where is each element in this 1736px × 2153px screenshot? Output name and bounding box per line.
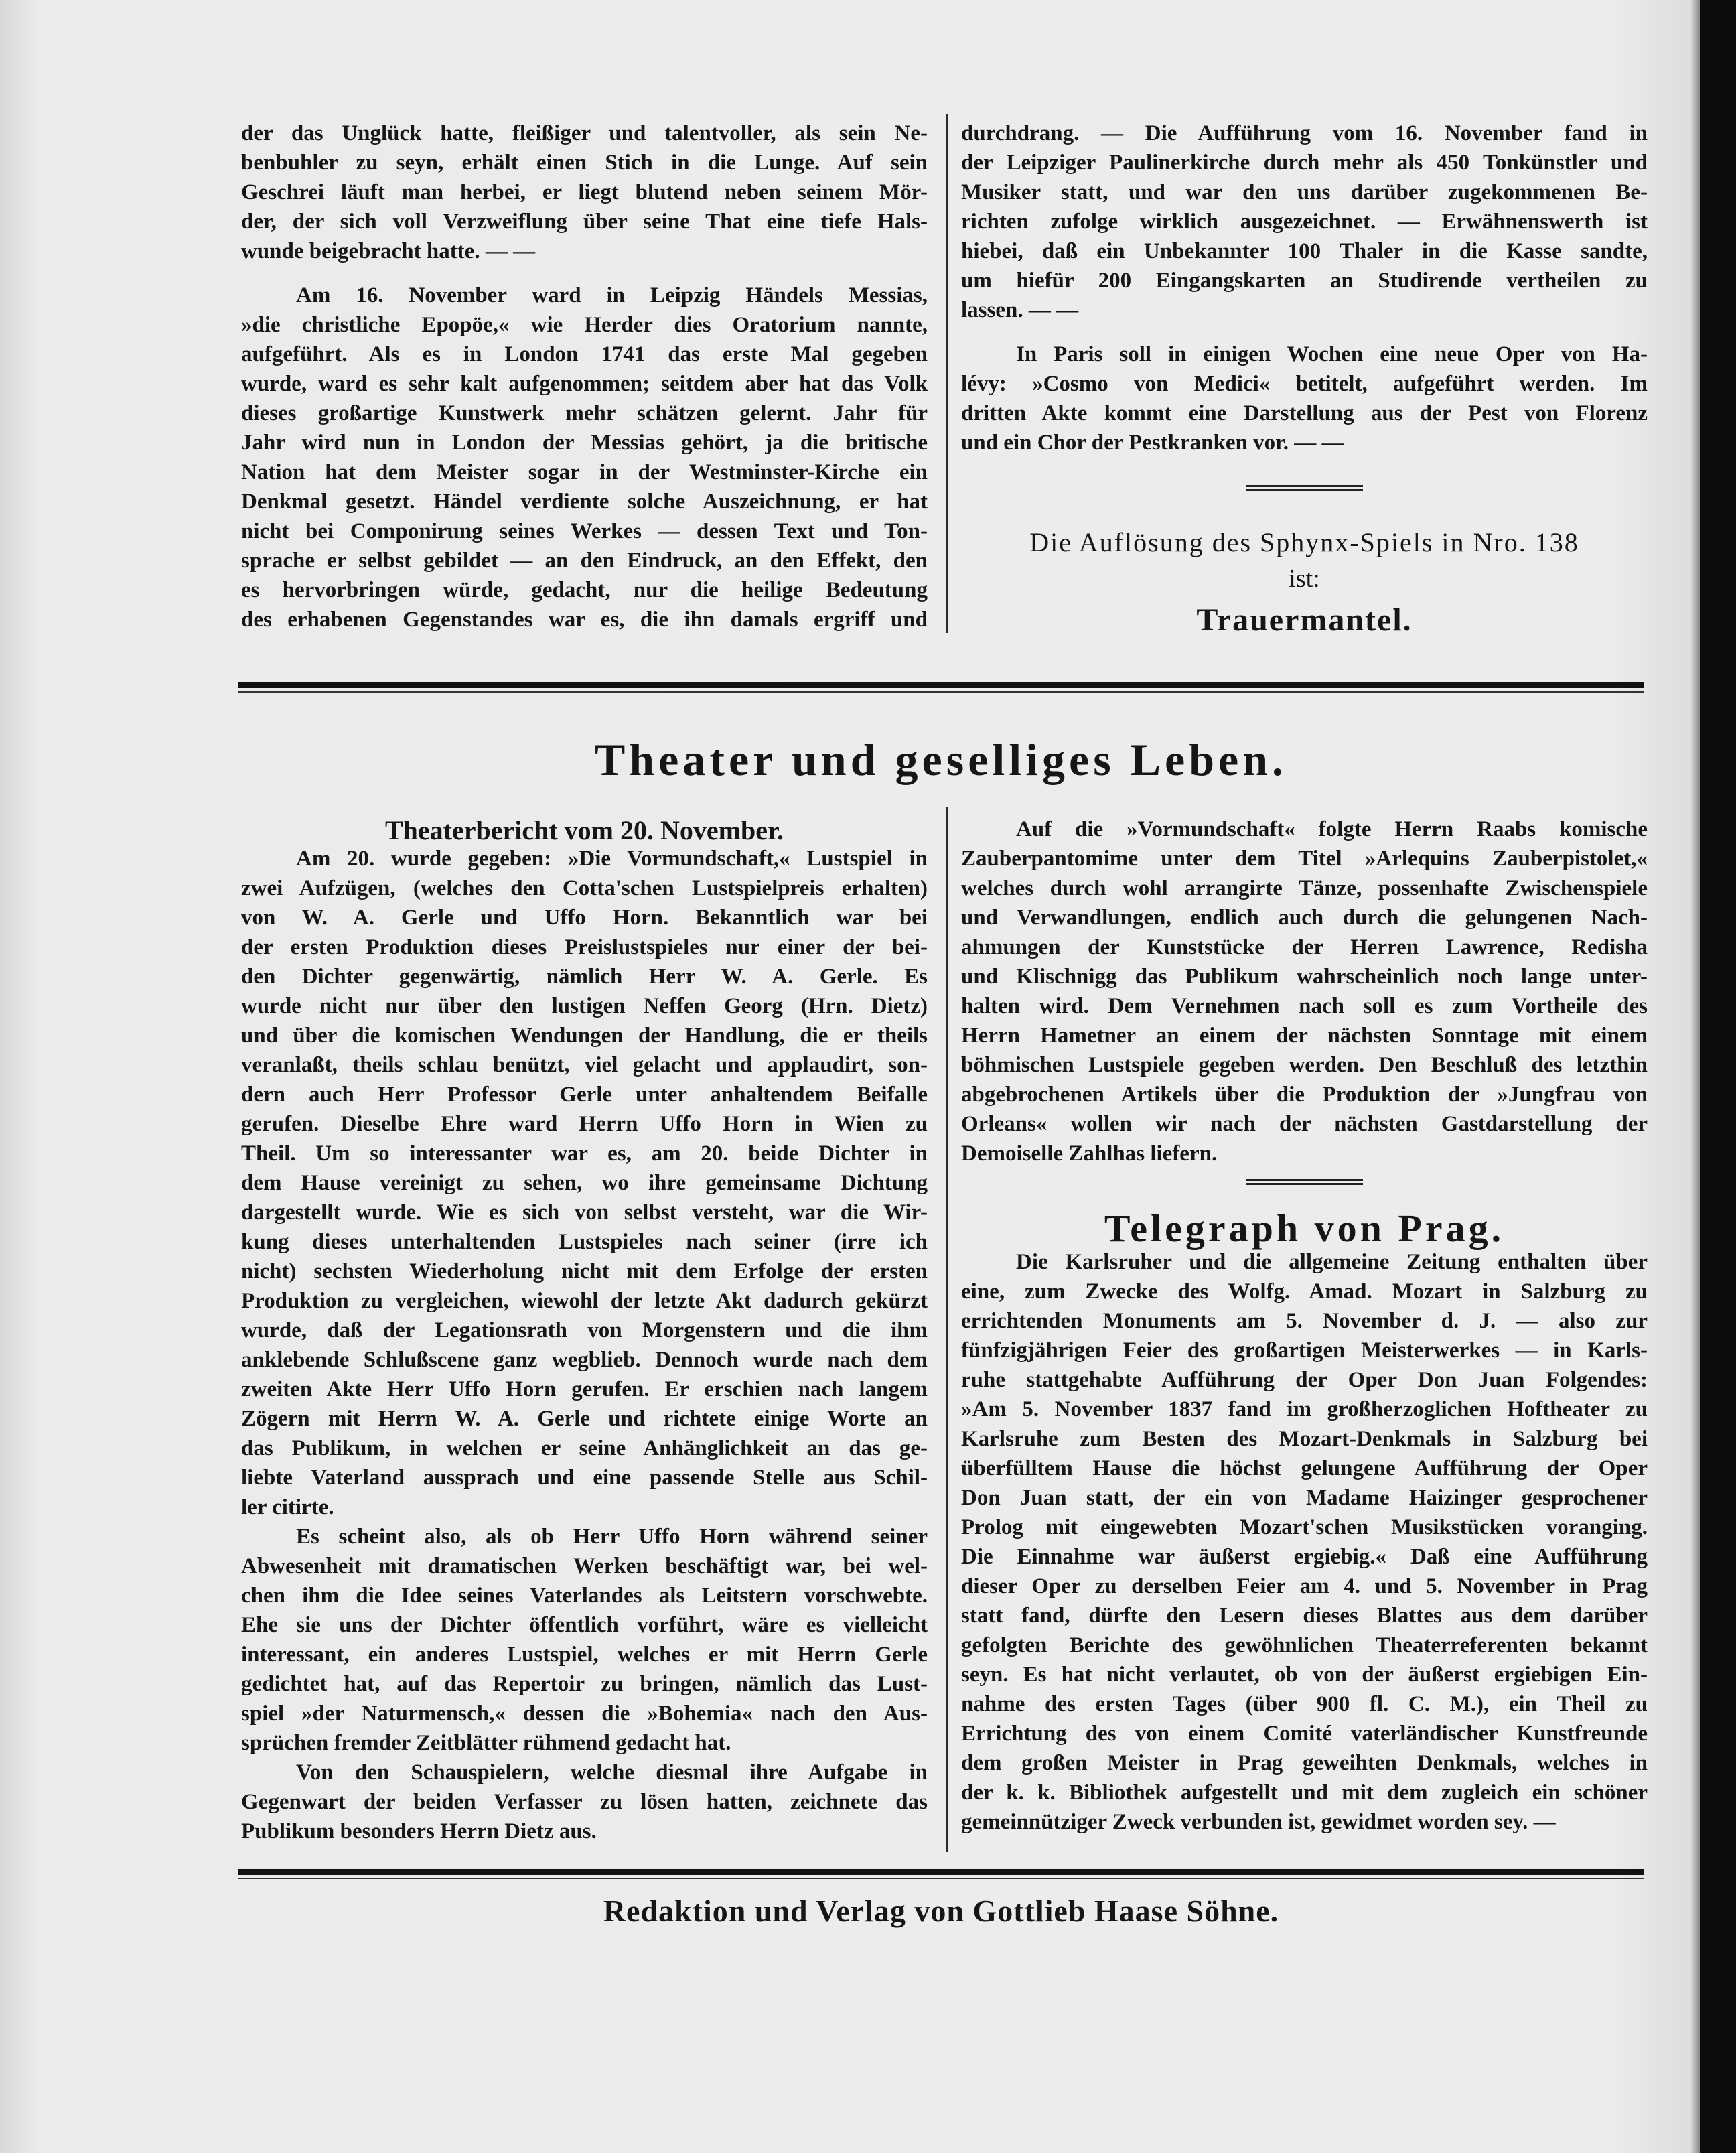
telegraph-separator-rule bbox=[1246, 1179, 1363, 1185]
text-line: Am 20. wurde gegeben: »Die Vormundschaft,« Lustspiel in bbox=[296, 847, 928, 871]
paragraph bbox=[241, 844, 928, 1522]
text-line: dargestellt wurde. Wie es sich von selbst versteht, war die Wir- bbox=[241, 1200, 928, 1225]
text-line: dem großen Meister in Prag geweihten Denkmals, welches in bbox=[961, 1751, 1648, 1775]
footer-divider-thin bbox=[238, 1878, 1644, 1879]
text-line: Die Einnahme war äußerst ergiebig.« Daß eine Aufführung bbox=[961, 1545, 1648, 1569]
text-line: ler citirte. bbox=[241, 1495, 334, 1519]
text-line: das Publikum, in welchen er seine Anhänglichkeit an das ge- bbox=[241, 1436, 928, 1460]
theater-report-article bbox=[241, 844, 928, 1846]
text-line: interessant, ein anderes Lustspiel, welches er mit Herrn Gerle bbox=[241, 1643, 928, 1667]
text-line: ahmungen der Kunststücke der Herren Lawrence, Redisha bbox=[961, 935, 1648, 959]
paragraph-gap bbox=[961, 325, 1648, 340]
text-line: Errichtung des von einem Comité vaterländischer Kunstfreunde bbox=[961, 1722, 1648, 1746]
paragraph bbox=[241, 1522, 928, 1758]
text-line: richten zufolge wirklich ausgezeichnet. — Erwähnenswerth ist bbox=[961, 210, 1648, 234]
text-line: In Paris soll in einigen Wochen eine neue Oper von Ha- bbox=[1016, 342, 1648, 366]
text-line: seyn. Es hat nicht verlautet, ob von der äußerst ergiebigen Ein- bbox=[961, 1663, 1648, 1687]
text-line: der k. k. Bibliothek aufgestellt und mit dem zugleich ein schöner bbox=[961, 1781, 1648, 1805]
text-line: Zögern mit Herrn W. A. Gerle und richtete einige Worte an bbox=[241, 1407, 928, 1431]
text-line: Jahr wird nun in London der Messias gehört, ja die britische bbox=[241, 431, 928, 455]
text-line: dern auch Herr Professor Gerle unter anhaltendem Beifalle bbox=[241, 1083, 928, 1107]
text-line: eine, zum Zwecke des Wolfg. Amad. Mozart in Salzburg zu bbox=[961, 1279, 1648, 1304]
text-line: den Dichter gegenwärtig, nämlich Herr W. A. Gerle. Es bbox=[241, 965, 928, 989]
text-line: lassen. — — bbox=[961, 298, 1079, 322]
text-line: überfülltem Hause die höchst gelungene Aufführung der Oper bbox=[961, 1456, 1648, 1480]
text-line: dem Hause vereinigt zu sehen, wo ihre gemeinsame Dichtung bbox=[241, 1171, 928, 1195]
text-line: wurde nicht nur über den lustigen Neffen Georg (Hrn. Dietz) bbox=[241, 994, 928, 1018]
text-line: nicht) sechsten Wiederholung nicht mit dem Erfolge der ersten bbox=[241, 1259, 928, 1283]
text-line: wunde beigebracht hatte. — — bbox=[241, 239, 536, 263]
section-heading: Theater und geselliges Leben. bbox=[594, 734, 1288, 785]
text-line: gemeinnütziger Zweck verbunden ist, gewidmet worden sey. — bbox=[961, 1810, 1556, 1834]
text-line: dieser Oper zu derselben Feier am 4. und 5. November in Prag bbox=[961, 1574, 1648, 1598]
text-line: liebte Vaterland aussprach und eine passende Stelle aus Schil- bbox=[241, 1466, 928, 1490]
theater-report-heading: Theaterbericht vom 20. November. bbox=[384, 815, 784, 845]
text-line: und über die komischen Wendungen der Handlung, die er theils bbox=[241, 1024, 928, 1048]
text-line: durchdrang. — Die Aufführung vom 16. November fand in bbox=[961, 121, 1648, 145]
paragraph bbox=[961, 1247, 1648, 1837]
section-divider-thin bbox=[238, 691, 1644, 693]
puzzle-solution-answer: Trauermantel. bbox=[1196, 602, 1413, 638]
text-line: zweiten Akte Herr Uffo Horn gerufen. Er erschien nach langem bbox=[241, 1377, 928, 1401]
text-line: spiel »der Naturmensch,« dessen die »Bohemia« nach den Aus- bbox=[241, 1701, 928, 1726]
scan-edge-shadow bbox=[1690, 0, 1700, 2153]
paragraph bbox=[241, 119, 928, 266]
text-line: Nation hat dem Meister sogar in der Westminster-Kirche ein bbox=[241, 460, 928, 484]
text-line: halten wird. Dem Vernehmen nach soll es zum Vortheile des bbox=[961, 994, 1648, 1018]
text-line: lévy: »Cosmo von Medici« betitelt, aufgeführt werden. Im bbox=[961, 372, 1648, 396]
text-line: zwei Aufzügen, (welches den Cotta'schen Lustspielpreis erhalten) bbox=[241, 876, 928, 900]
paragraph bbox=[961, 340, 1648, 458]
paragraph bbox=[241, 281, 928, 634]
text-line: Musiker statt, und war den uns darüber zugekommenen Be- bbox=[961, 180, 1648, 204]
article-top-left bbox=[241, 119, 928, 634]
section-divider-thick bbox=[238, 682, 1644, 688]
text-line: Denkmal gesetzt. Händel verdiente solche Auszeichnung, er hat bbox=[241, 490, 928, 514]
text-line: aufgeführt. Als es in London 1741 das erste Mal gegeben bbox=[241, 342, 928, 366]
text-line: nicht bei Componirung seines Werkes — dessen Text und Ton- bbox=[241, 519, 928, 543]
vormundschaft-article bbox=[961, 815, 1648, 1168]
paragraph-gap bbox=[241, 266, 928, 281]
text-line: Orleans« wollen wir nach der nächsten Gastdarstellung der bbox=[961, 1112, 1648, 1136]
text-line: Zauberpantomime unter dem Titel »Arlequins Zauberpistolet,« bbox=[961, 847, 1648, 871]
text-line: Produktion zu vergleichen, wiewohl der letzte Akt dadurch gekürzt bbox=[241, 1289, 928, 1313]
telegraph-article bbox=[961, 1247, 1648, 1837]
text-line: der, der sich voll Verzweiflung über seine That eine tiefe Hals- bbox=[241, 210, 928, 234]
scan-edge-border bbox=[1700, 0, 1736, 2153]
text-line: um hiefür 200 Eingangskarten an Studirende vertheilen zu bbox=[961, 269, 1648, 293]
text-line: des erhabenen Gegenstandes war es, die ihn damals ergriff und bbox=[241, 608, 928, 632]
section-separator-rule bbox=[1246, 485, 1363, 491]
text-line: Demoiselle Zahlhas liefern. bbox=[961, 1141, 1218, 1166]
text-line: Auf die »Vormundschaft« folgte Herrn Raabs komische bbox=[1016, 817, 1648, 841]
text-line: der das Unglück hatte, fleißiger und talentvoller, als sein Ne- bbox=[241, 121, 928, 145]
text-line: errichtenden Monuments am 5. November d. J. — also zur bbox=[961, 1309, 1648, 1333]
text-line: böhmischen Lustspiele gegeben werden. Den Beschluß des letzthin bbox=[961, 1053, 1648, 1077]
puzzle-solution-is: ist: bbox=[1289, 565, 1320, 593]
text-line: kung dieses unterhaltenden Lustspieles nach seiner (irre ich bbox=[241, 1230, 928, 1254]
text-line: es hervorbringen würde, gedacht, nur die heilige Bedeutung bbox=[241, 578, 928, 602]
text-line: sprache er selbst gebildet — an den Eindruck, an den Effekt, den bbox=[241, 549, 928, 573]
paragraph bbox=[961, 815, 1648, 1168]
text-line: der ersten Produktion dieses Preislustspieles nur einer der bei- bbox=[241, 935, 928, 959]
text-line: Theil. Um so interessanter war es, am 20. beide Dichter in bbox=[241, 1141, 928, 1166]
text-line: dritten Akte kommt eine Darstellung aus der Pest von Florenz bbox=[961, 401, 1648, 425]
column-divider-top bbox=[946, 114, 948, 633]
text-line: Abwesenheit mit dramatischen Werken beschäftigt war, bei wel- bbox=[241, 1554, 928, 1578]
text-line: fünfzigjährigen Feier des großartigen Meisterwerkes — in Karls- bbox=[961, 1338, 1648, 1363]
text-line: Die Karlsruher und die allgemeine Zeitung enthalten über bbox=[1016, 1250, 1648, 1274]
paragraph bbox=[961, 119, 1648, 325]
text-line: welches durch wohl arrangirte Tänze, possenhafte Zwischenspiele bbox=[961, 876, 1648, 900]
text-line: ruhe stattgehabte Aufführung der Oper Don Juan Folgendes: bbox=[961, 1368, 1648, 1392]
text-line: der Leipziger Paulinerkirche durch mehr als 450 Tonkünstler und bbox=[961, 151, 1648, 175]
text-line: »die christliche Epopöe,« wie Herder dies Oratorium nannte, bbox=[241, 313, 928, 337]
text-line: gerufen. Dieselbe Ehre ward Herrn Uffo Horn in Wien zu bbox=[241, 1112, 928, 1136]
puzzle-solution-line: Die Auflösung des Sphynx-Spiels in Nro. 138 bbox=[1029, 527, 1579, 557]
text-line: Geschrei läuft man herbei, er liegt blutend neben seinem Mör- bbox=[241, 180, 928, 204]
text-line: Ehe sie uns der Dichter öffentlich vorführt, wäre es vielleicht bbox=[241, 1613, 928, 1637]
text-line: abgebrochenen Artikels über die Produktion der »Jungfrau von bbox=[961, 1083, 1648, 1107]
text-line: gedichtet hat, auf das Repertoir zu bringen, nämlich das Lust- bbox=[241, 1672, 928, 1696]
footer-divider-thick bbox=[238, 1869, 1644, 1875]
text-line: Publikum besonders Herrn Dietz aus. bbox=[241, 1819, 597, 1844]
telegraph-heading: Telegraph von Prag. bbox=[1104, 1206, 1505, 1250]
text-line: und Verwandlungen, endlich auch durch die gelungenen Nach- bbox=[961, 906, 1648, 930]
text-line: chen ihm die Idee seines Vaterlandes als Leitstern vorschwebte. bbox=[241, 1584, 928, 1608]
text-line: »Am 5. November 1837 fand im großherzoglichen Hoftheater zu bbox=[961, 1397, 1648, 1421]
article-top-right bbox=[961, 119, 1648, 458]
text-line: wurde, ward es sehr kalt aufgenommen; seitdem aber hat das Volk bbox=[241, 372, 928, 396]
text-line: veranlaßt, theils schlau benützt, viel gelacht und applaudirt, son- bbox=[241, 1053, 928, 1077]
column-divider-bottom bbox=[946, 807, 948, 1852]
text-line: nahme des ersten Tages (über 900 fl. C. M.), ein Theil zu bbox=[961, 1692, 1648, 1716]
text-line: Am 16. November ward in Leipzig Händels Messias, bbox=[296, 283, 928, 307]
text-line: von W. A. Gerle und Uffo Horn. Bekanntlich war bei bbox=[241, 906, 928, 930]
paragraph bbox=[241, 1758, 928, 1846]
text-line: und ein Chor der Pestkranken vor. — — bbox=[961, 431, 1344, 455]
text-line: Karlsruhe zum Besten des Mozart-Denkmals in Salzburg bei bbox=[961, 1427, 1648, 1451]
publisher-footer: Redaktion und Verlag von Gottlieb Haase Söhne. bbox=[603, 1894, 1279, 1928]
text-line: sprüchen fremder Zeitblätter rühmend gedacht hat. bbox=[241, 1731, 731, 1755]
text-line: Gegenwart der beiden Verfasser zu lösen hatten, zeichnete das bbox=[241, 1790, 928, 1814]
text-line: hiebei, daß ein Unbekannter 100 Thaler in die Kasse sandte, bbox=[961, 239, 1648, 263]
text-line: benbuhler zu seyn, erhält einen Stich in die Lunge. Auf sein bbox=[241, 151, 928, 175]
text-line: Herrn Hametner an einem der nächsten Sonntage mit einem bbox=[961, 1024, 1648, 1048]
text-line: gefolgten Berichte des gewöhnlichen Theaterreferenten bekannt bbox=[961, 1633, 1648, 1657]
text-line: Prolog mit eingewebten Mozart'schen Musikstücken voranging. bbox=[961, 1515, 1648, 1539]
text-line: Don Juan statt, der ein von Madame Haizinger gesprochener bbox=[961, 1486, 1648, 1510]
text-line: Es scheint also, als ob Herr Uffo Horn während seiner bbox=[296, 1525, 928, 1549]
text-line: statt fand, dürfte den Lesern dieses Blattes aus dem darüber bbox=[961, 1604, 1648, 1628]
text-line: dieses großartige Kunstwerk mehr schätzen gelernt. Jahr für bbox=[241, 401, 928, 425]
text-line: wurde, daß der Legationsrath von Morgenstern und die ihm bbox=[241, 1318, 928, 1342]
text-line: Von den Schauspielern, welche diesmal ihre Aufgabe in bbox=[296, 1760, 928, 1785]
text-line: und Klischnigg das Publikum wahrscheinlich noch lange unter- bbox=[961, 965, 1648, 989]
text-line: anklebende Schlußscene ganz wegblieb. Dennoch wurde nach dem bbox=[241, 1348, 928, 1372]
